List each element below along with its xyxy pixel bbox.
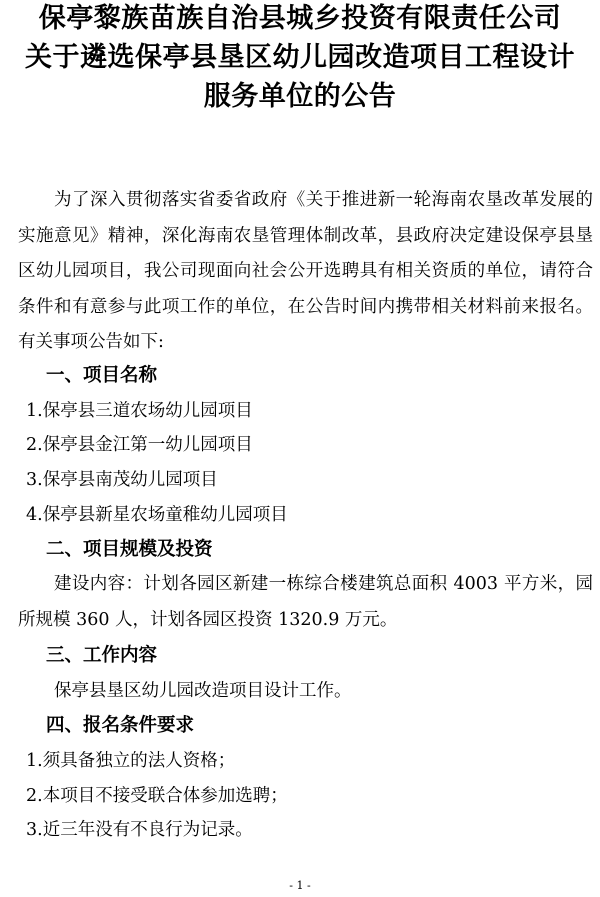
section-heading-requirements: 四、报名条件要求 — [46, 715, 195, 736]
section-heading-scale-investment: 二、项目规模及投资 — [46, 539, 213, 560]
scale-investment-paragraph: 建设内容：计划各园区新建一栋综合楼建筑总面积 4003 平方米，园所规模 360 人，计划各园区投资 1320.9 万元。 — [18, 574, 593, 630]
project-item-1: 1.保亭县三道农场幼儿园项目 — [26, 401, 253, 421]
project-item-2: 2.保亭县金江第一幼儿园项目 — [26, 435, 253, 455]
page-number: - 1 - — [289, 879, 311, 892]
intro-paragraph: 为了深入贯彻落实省委省政府《关于推进新一轮海南农垦改革发展的实施意见》精神，深化海南农垦管理体制改革，县政府决定建设保亭县垦区幼儿园项目，我公司现面向社会公开选聘具有相关资质的单位，请符合条件和有意参与此项工作的单位，在公告时间内携带相关材料前来报名。有关事项公告如下: — [18, 190, 593, 352]
work-content-text: 保亭县垦区幼儿园改造项目设计工作。 — [54, 681, 352, 701]
project-item-3: 3.保亭县南茂幼儿园项目 — [26, 470, 218, 490]
requirement-item-3: 3.近三年没有不良行为记录。 — [26, 820, 253, 840]
title-line-1: 保亭黎族苗族自治县城乡投资有限责任公司 — [38, 3, 562, 34]
section-heading-project-name: 一、项目名称 — [46, 365, 158, 386]
section-heading-work-content: 三、工作内容 — [46, 645, 158, 666]
title-line-3: 服务单位的公告 — [203, 81, 397, 112]
requirement-item-1: 1.须具备独立的法人资格； — [26, 751, 236, 771]
project-item-4: 4.保亭县新星农场童稚幼儿园项目 — [26, 505, 288, 525]
requirement-item-2: 2.本项目不接受联合体参加选聘； — [26, 786, 288, 806]
title-line-2: 关于遴选保亭县垦区幼儿园改造项目工程设计 — [25, 42, 575, 73]
